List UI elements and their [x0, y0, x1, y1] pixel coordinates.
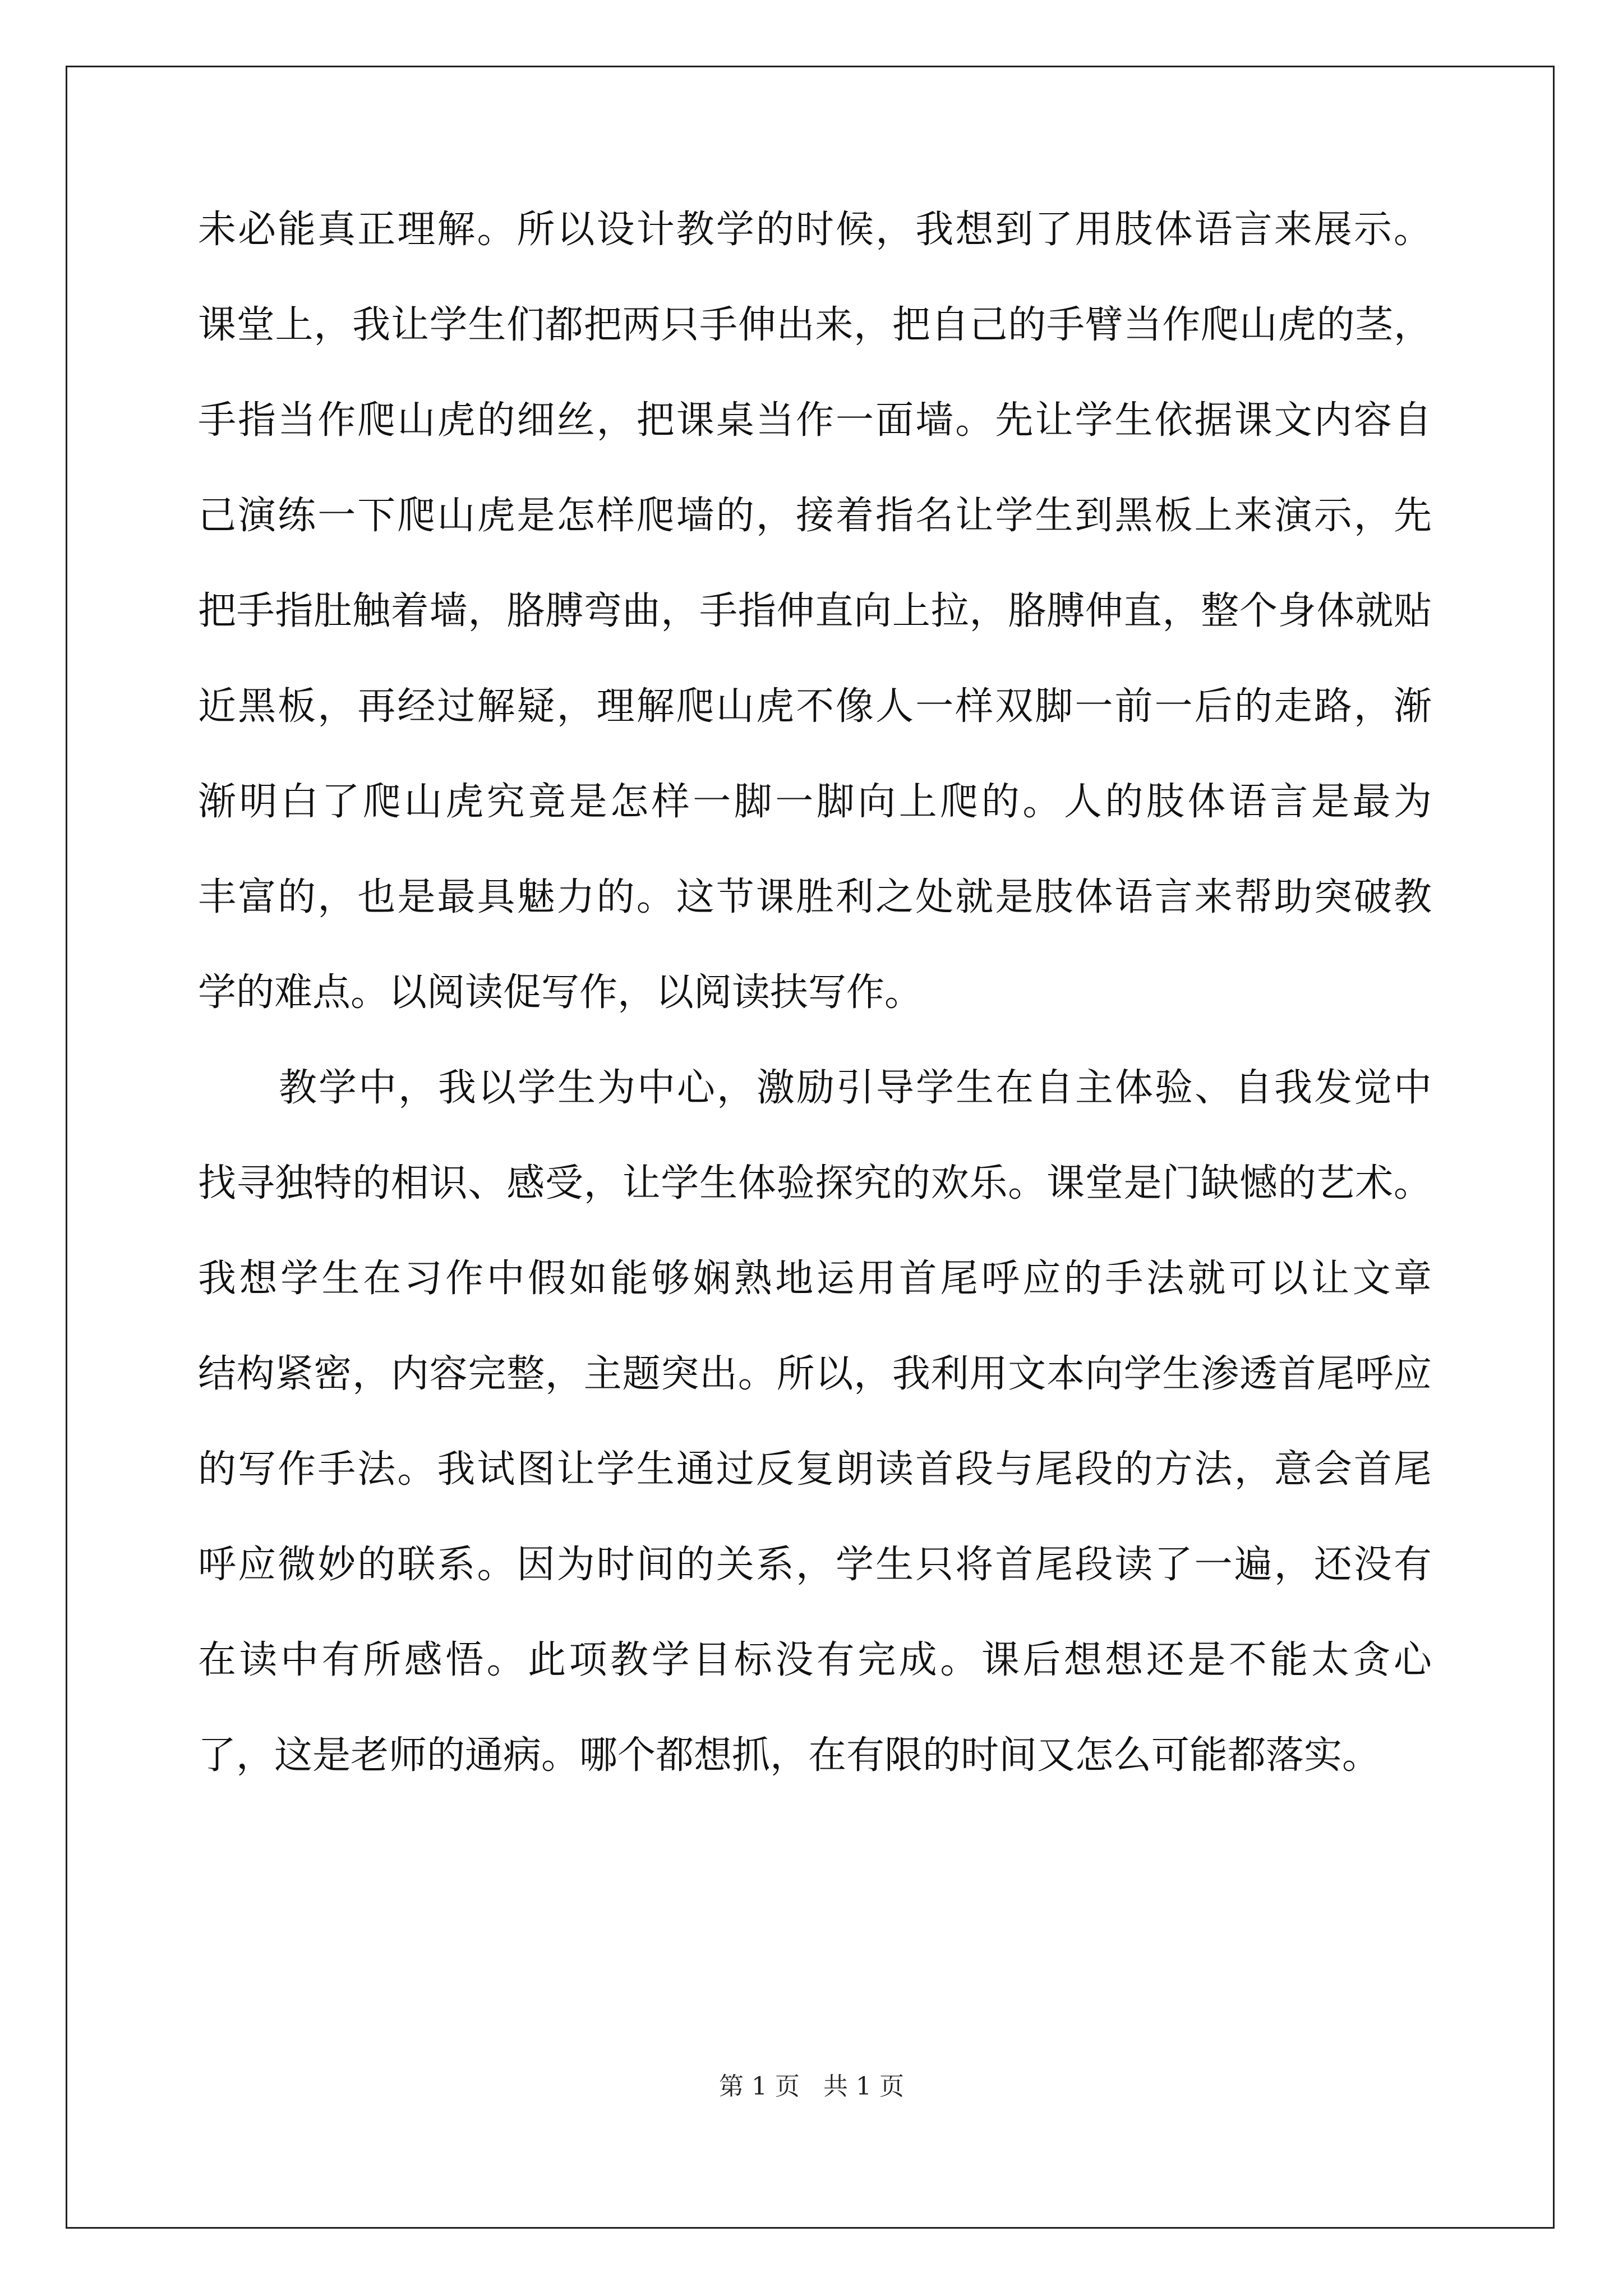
- text-line: 找寻独特的相识、感受，让学生体验探究的欢乐。课堂是门缺憾的艺术。: [198, 1161, 1432, 1205]
- text-line: 把手指肚触着墙，胳膊弯曲，手指伸直向上拉，胳膊伸直，整个身体就贴: [198, 589, 1432, 633]
- text-line: 的写作手法。我试图让学生通过反复朗读首段与尾段的方法，意会首尾: [198, 1447, 1432, 1492]
- text-line: 渐明白了爬山虎究竟是怎样一脚一脚向上爬的。人的肢体语言是最为: [198, 780, 1432, 824]
- text-line: 近黑板，再经过解疑，理解爬山虎不像人一样双脚一前一后的走路，渐: [198, 684, 1432, 729]
- text-line-paragraph-end: 了，这是老师的通病。哪个都想抓，在有限的时间又怎么可能都落实。: [198, 1733, 1381, 1778]
- text-line: 结构紧密，内容完整，主题突出。所以，我利用文本向学生渗透首尾呼应: [198, 1352, 1432, 1396]
- text-line: 己演练一下爬山虎是怎样爬墙的，接着指名让学生到黑板上来演示，先: [198, 494, 1432, 538]
- text-line: 我想学生在习作中假如能够娴熟地运用首尾呼应的手法就可以让文章: [198, 1257, 1432, 1301]
- text-line-paragraph-end: 学的难点。以阅读促写作，以阅读扶写作。: [198, 970, 923, 1015]
- text-line-paragraph-start: 教学中，我以学生为中心，激励引导学生在自主体验、自我发觉中: [279, 1066, 1432, 1110]
- text-line: 在读中有所感悟。此项教学目标没有完成。课后想想还是不能太贪心: [198, 1638, 1432, 1682]
- text-line: 未必能真正理解。所以设计教学的时候，我想到了用肢体语言来展示。: [198, 208, 1432, 252]
- page-footer: 第 1 页 共 1 页: [719, 2072, 904, 2101]
- document-body: [198, 182, 1432, 1803]
- text-line: 手指当作爬山虎的细丝，把课桌当作一面墙。先让学生依据课文内容自: [198, 398, 1432, 443]
- text-line: 丰富的，也是最具魅力的。这节课胜利之处就是肢体语言来帮助突破教: [198, 875, 1432, 919]
- text-line: 课堂上，我让学生们都把两只手伸出来，把自己的手臂当作爬山虎的茎，: [198, 303, 1432, 347]
- text-line: 呼应微妙的联系。因为时间的关系，学生只将首尾段读了一遍，还没有: [198, 1543, 1432, 1587]
